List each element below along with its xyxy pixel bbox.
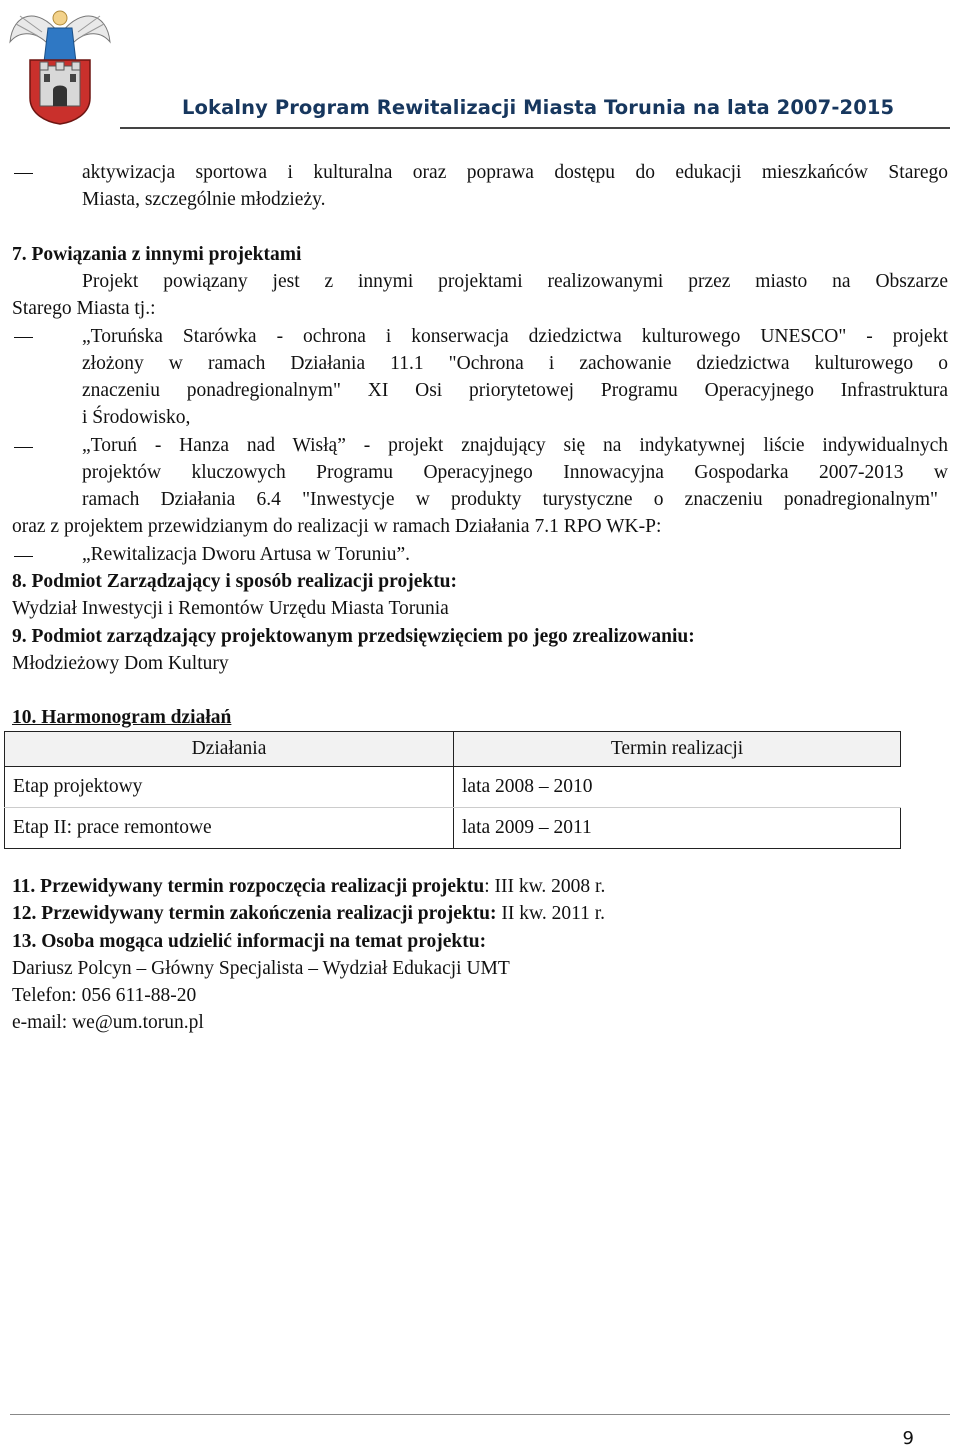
section-7-paragraph-line-2: Starego Miasta tj.: xyxy=(12,298,156,319)
table-header-cell: Działania xyxy=(5,732,454,767)
bullet-1-line-2: złożony w ramach Działania 11.1 "Ochrona i zachowanie dziedzictwa kulturowego o xyxy=(82,353,948,374)
bullet-dash xyxy=(14,337,33,338)
contact-email: e-mail: we@um.torun.pl xyxy=(12,1012,204,1033)
intro-line-2: Miasta, szczególnie młodzieży. xyxy=(82,189,326,210)
section-7-heading: 7. Powiązania z innymi projektami xyxy=(12,244,302,265)
torun-coat-of-arms-logo xyxy=(8,2,112,126)
section-7-paragraph-line-3: oraz z projektem przewidzianym do realizacji w ramach Działania 7.1 RPO WK-P: xyxy=(12,516,662,537)
bullet-dash xyxy=(14,447,33,448)
bullet-2-line-3: ramach Działania 6.4 "Inwestycje w produkty turystyczne o znaczeniu ponadregionalnym" xyxy=(82,489,938,510)
bullet-dash xyxy=(14,173,33,174)
bullet-1-line-4: i Środowisko, xyxy=(82,407,191,428)
bullet-1-line-1: „Toruńska Starówka - ochrona i konserwacja dziedzictwa kulturowego UNESCO" - projekt xyxy=(82,326,948,347)
section-10-heading: 10. Harmonogram działań xyxy=(12,707,232,728)
table-header-row xyxy=(5,732,901,767)
table-cell: lata 2008 – 2010 xyxy=(454,767,901,808)
contact-person: Dariusz Polcyn – Główny Specjalista – Wydział Edukacji UMT xyxy=(12,958,510,979)
contact-phone: Telefon: 056 611-88-20 xyxy=(12,985,197,1006)
schedule-table xyxy=(4,731,901,849)
bullet-dash xyxy=(14,556,33,557)
header-divider xyxy=(120,127,950,129)
page-number: 9 xyxy=(902,1428,914,1449)
intro-line-1: aktywizacja sportowa i kulturalna oraz poprawa dostępu do edukacji mieszkańców Starego xyxy=(82,162,948,183)
table-cell: lata 2009 – 2011 xyxy=(454,808,901,849)
bullet-1-line-3: znaczeniu ponadregionalnym" XI Osi priorytetowej Programu Operacyjnego Infrastruktura xyxy=(82,380,948,401)
bullet-2-line-2: projektów kluczowych Programu Operacyjnego Innowacyjna Gospodarka 2007-2013 w xyxy=(82,462,948,483)
section-12: 12. Przewidywany termin zakończenia realizacji projektu: II kw. 2011 r. xyxy=(12,903,606,924)
table-cell: Etap II: prace remontowe xyxy=(5,808,454,849)
table-cell: Etap projektowy xyxy=(5,767,454,808)
bullet-2-line-1: „Toruń - Hanza nad Wisłą” - projekt znajdujący się na indykatywnej liście indywidualnych xyxy=(82,435,948,456)
section-13-heading: 13. Osoba mogąca udzielić informacji na temat projektu: xyxy=(12,931,487,952)
bullet-3: „Rewitalizacja Dworu Artusa w Toruniu”. xyxy=(82,544,411,565)
section-9-heading: 9. Podmiot zarządzający projektowanym przedsięwzięciem po jego zrealizowaniu: xyxy=(12,626,695,647)
document-header-title: Lokalny Program Rewitalizacji Miasta Torunia na lata 2007-2015 xyxy=(182,96,895,119)
table-row xyxy=(5,767,901,808)
table-header-cell: Termin realizacji xyxy=(454,732,901,767)
section-8-text: Wydział Inwestycji i Remontów Urzędu Miasta Torunia xyxy=(12,598,449,619)
section-8-heading: 8. Podmiot Zarządzający i sposób realizacji projektu: xyxy=(12,571,458,592)
section-7-paragraph-line-1: Projekt powiązany jest z innymi projektami realizowanymi przez miasto na Obszarze xyxy=(82,271,948,292)
table-row xyxy=(5,808,901,849)
section-11: 11. Przewidywany termin rozpoczęcia realizacji projektu: III kw. 2008 r. xyxy=(12,876,606,897)
footer-divider xyxy=(10,1414,950,1415)
section-9-text: Młodzieżowy Dom Kultury xyxy=(12,653,229,674)
